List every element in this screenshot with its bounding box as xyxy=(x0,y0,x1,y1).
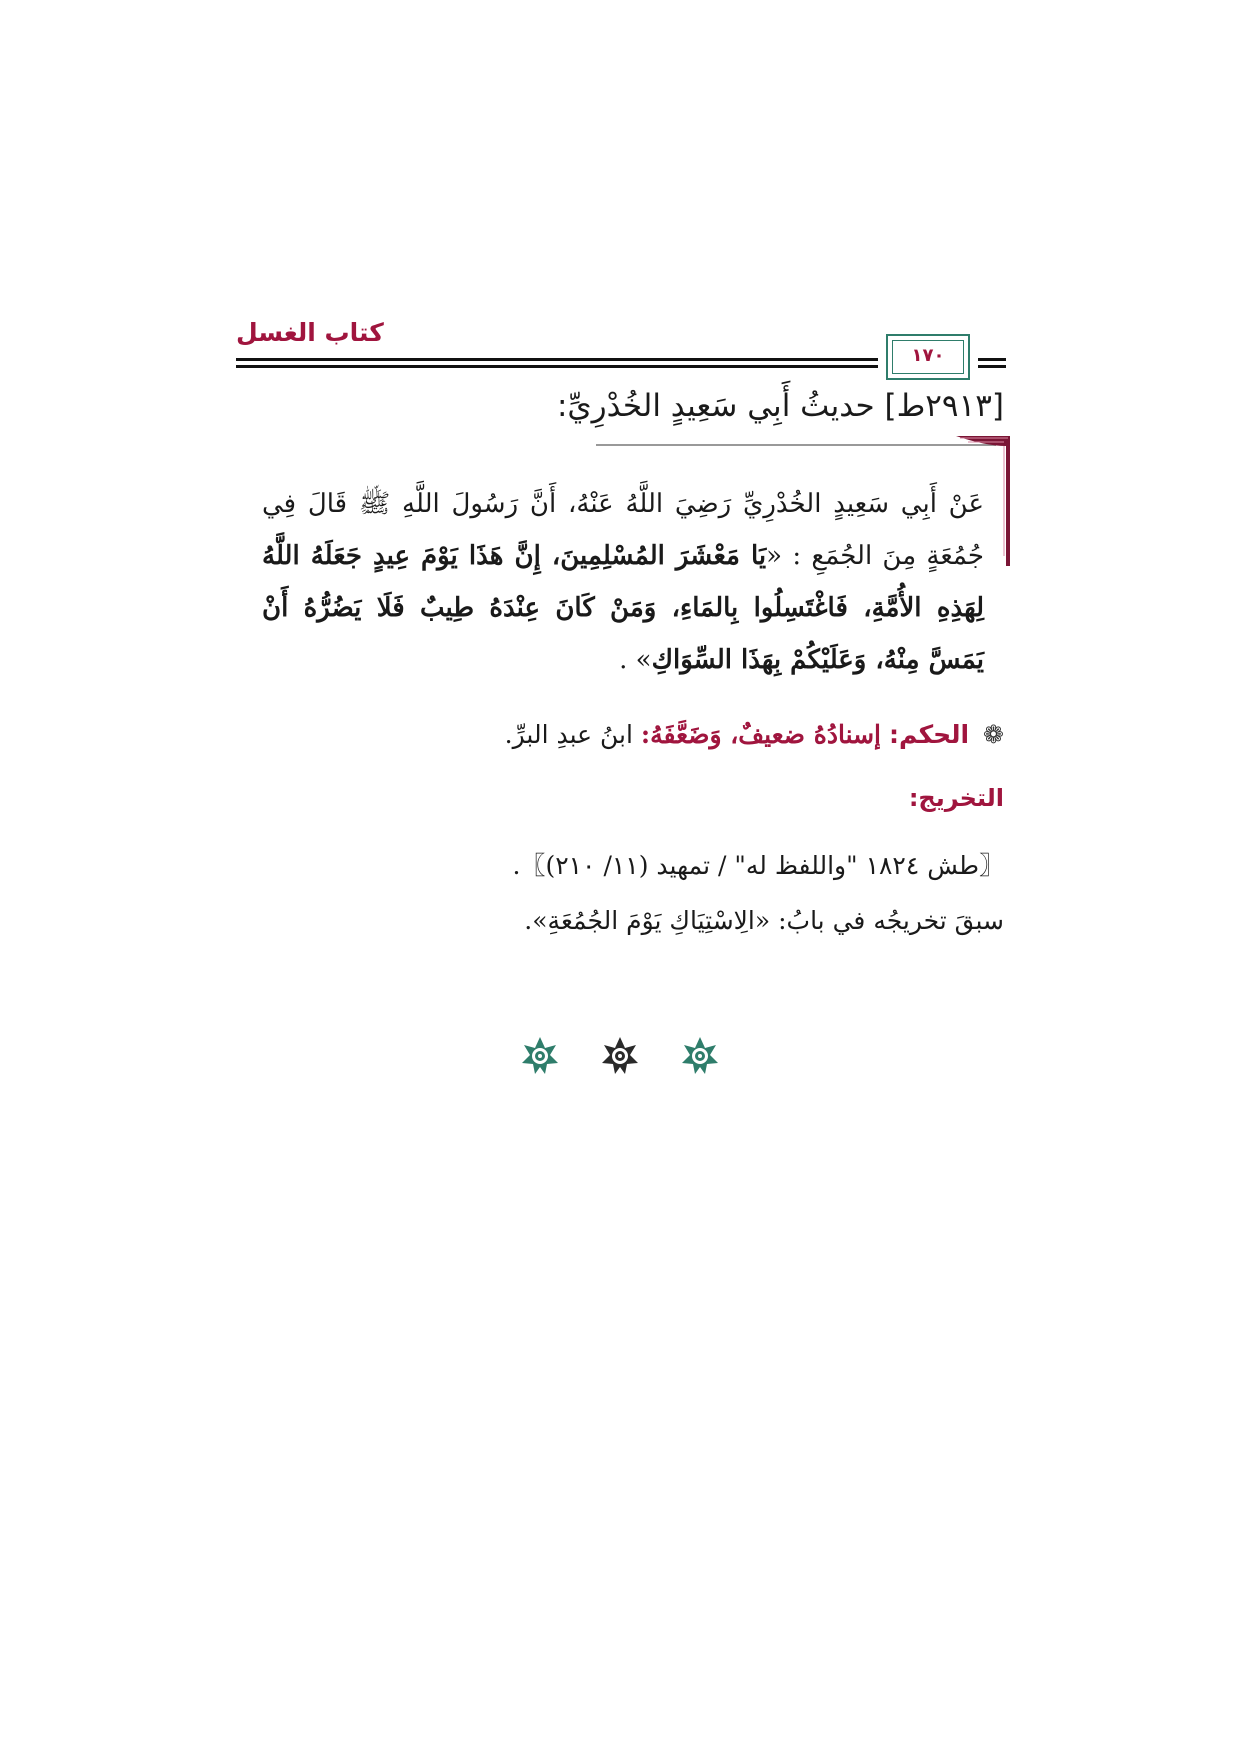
ruling-value: إسنادُهُ ضعيفٌ، وَضَعَّفَهُ: xyxy=(640,720,882,749)
hadith-text xyxy=(262,478,984,686)
hadith-quote: يَا مَعْشَرَ المُسْلِمِينَ، إِنَّ هَذَا يَوْمَ عِيدٍ جَعَلَهُ اللَّهُ لِهَذِهِ الأُمَّةِ، فَاغْتَسِلُوا بِالمَاءِ، وَمَنْ كَانَ عِنْدَهُ طِيبٌ فَلَا يَضُرُّهُ أَنْ يَمَسَّ مِنْهُ، وَعَلَيْكُمْ بِهَذَا السِّوَاكِ xyxy=(262,541,984,675)
end-ornaments xyxy=(520,1035,720,1077)
star-flower-icon xyxy=(600,1036,640,1076)
header-rule xyxy=(236,358,878,361)
heading-underline xyxy=(596,444,996,446)
flower-icon: ❁ xyxy=(983,720,1004,749)
see-also-reference: سبقَ تخريجُه في بابُ: «الِاسْتِيَاكِ يَوْمَ الجُمُعَةِ». xyxy=(524,906,1004,935)
chapter-title: كتاب الغسل xyxy=(236,318,384,347)
header-rule xyxy=(978,358,1006,361)
hadith-heading: [٢٩١٣ط] حديثُ أَبِي سَعِيدٍ الخُدْرِيِّ: xyxy=(556,388,1004,424)
hadith-intro: عَنْ أَبِي سَعِيدٍ الخُدْرِيِّ رَضِيَ اللَّهُ عَنْهُ، أَنَّ رَسُولَ اللَّهِ ﷺ قَالَ فِي جُمُعَةٍ مِنَ الجُمَعِ : « xyxy=(262,489,985,571)
page-number: ١٧٠ xyxy=(911,345,945,366)
page-number-frame xyxy=(886,334,970,380)
source-reference: 〖طش ١٨٢٤ "واللفظ له" / تمهيد (١١/ ٢١٠)〗. xyxy=(512,851,1004,880)
hadith-outro: » . xyxy=(619,645,652,675)
ruling-line xyxy=(505,720,1004,749)
star-flower-icon xyxy=(680,1036,720,1076)
header-rule xyxy=(236,365,878,368)
takhrij-label: التخريج: xyxy=(908,784,1004,812)
ruling-label: الحكم: xyxy=(888,720,970,749)
page-header xyxy=(236,318,1006,370)
header-rule xyxy=(978,365,1006,368)
star-flower-icon xyxy=(520,1036,560,1076)
ruling-authority: ابنُ عبدِ البرِّ. xyxy=(504,720,633,749)
